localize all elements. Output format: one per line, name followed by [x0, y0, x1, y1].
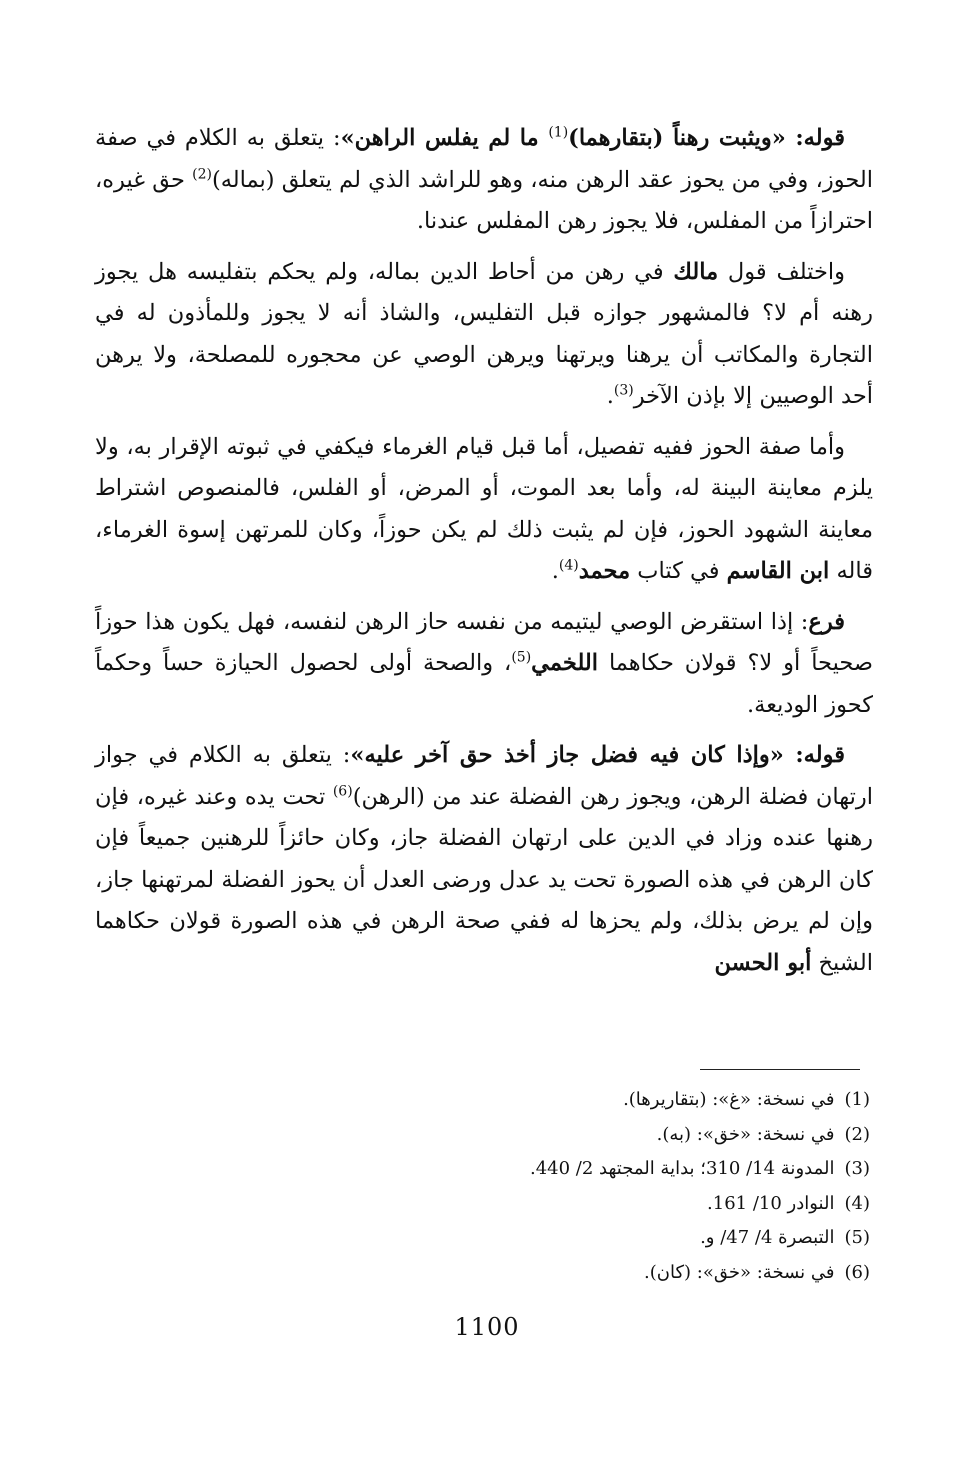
footnote-text: التبصرة 4/ 47/ و.: [700, 1227, 835, 1248]
footnote-number: (3): [844, 1158, 870, 1179]
paragraph-text: في رهن من أحاط الدين بماله، ولم يحكم بتفليسه هل يجوز رهنه أم لا؟ فالمشهور جوازه قبل التفليس، والشاذ أنه لا يجوز وللمأذون له في التجارة والمكاتب أن يرهنا ويرتهنا ويرهن الوصي عن محجوره للمصلحة، ولا يرهن أحد الوصيين إلا بإذن الآخر: [95, 258, 873, 409]
footnote-number: (6): [844, 1261, 870, 1283]
footnote-ref: (2): [192, 166, 212, 182]
footnote-item: [95, 1118, 870, 1153]
quoted-heading: قوله: «ويثبت رهناً (بتقارهما): [568, 125, 845, 151]
paragraph-3: [95, 427, 873, 593]
person-name: ابن القاسم: [726, 558, 830, 584]
footnote-text: في نسخة: «خق»: (كان).: [644, 1261, 835, 1283]
paragraph-text: وأما صفة الحوز ففيه تفصيل، أما قبل قيام الغرماء فيكفي في ثبوته الإقرار به، ولا يلزم معاينة البينة له، وأما بعد الموت، أو المرض، أو الفلس، فالمنصوص اشتراط معاينة الشهود الحوز، فإن لم يثبت ذلك لم يكن حوزاً، وكان للمرتهن إسوة الغرماء، قاله: [95, 433, 873, 584]
footnote-ref: (5): [511, 649, 532, 666]
footnote-ref: (3): [613, 382, 634, 399]
footnote-text: في نسخة: «خق»: (به).: [656, 1123, 835, 1145]
footnote-ref: (1): [548, 124, 569, 141]
person-name: محمد: [578, 558, 631, 584]
paragraph-text: : يتعلق به الكلام في صفة الحوز، وفي من يحوز عقد الرهن منه، وهو للراشد الذي لم يتعلق (بماله): [95, 125, 873, 193]
footnote-number: (5): [844, 1227, 870, 1248]
footnote-ref: (4): [558, 557, 579, 574]
person-name: مالك: [673, 258, 719, 285]
footnote-item: [95, 1083, 870, 1118]
paragraph-4: [95, 602, 873, 727]
page-number: 1100: [454, 1313, 520, 1341]
paragraph-text: في كتاب: [630, 558, 727, 584]
quoted-heading: قوله: «وإذا كان فيه فضل جاز أخذ حق آخر عليه»: [350, 742, 845, 768]
footnote-text: في نسخة: «غ»: (بتقاريرها).: [623, 1089, 835, 1110]
footnote-item: [95, 1187, 870, 1222]
paragraph-text: .: [606, 383, 614, 409]
paragraph-text: .: [551, 558, 559, 584]
footnote-text: المدونة 14/ 310؛ بداية المجتهد 2/ 440.: [529, 1158, 835, 1179]
footnote-number: (4): [844, 1192, 870, 1214]
paragraph-text: ، والصحة أولى لحصول الحيازة حساً وحكماً كحوز الوديعة.: [95, 650, 873, 718]
paragraph-text: : إذا استقرض الوصي ليتيمه من نفسه حاز الرهن لنفسه، فهل يكون هذا حوزاً صحيحاً أو لا؟ قولان حكاهما: [95, 608, 873, 676]
section-label: فرع: [808, 608, 845, 635]
paragraph-1: [95, 118, 873, 243]
paragraph-text: : يتعلق به الكلام في جواز ارتهان فضلة الرهن، ويجوز رهن الفضلة عند من (الرهن): [95, 742, 874, 810]
paragraph-5: [95, 735, 873, 984]
footnote-number: (1): [844, 1089, 870, 1110]
paragraph-text: حق غيره، احترازاً من المفلس، فلا يجوز رهن المفلس عندنا.: [95, 166, 873, 234]
paragraph-2: [95, 252, 873, 418]
footnote-item: [95, 1256, 870, 1291]
paragraph-text: واختلف قول: [718, 258, 845, 285]
person-name: أبو الحسن: [714, 949, 812, 976]
footnote-number: (2): [844, 1123, 870, 1145]
main-text: [95, 118, 873, 993]
footnote-divider: [700, 1069, 860, 1070]
footnote-text: النوادر 10/ 161.: [707, 1192, 835, 1214]
person-name: اللخمي: [531, 650, 599, 676]
footnote-item: [95, 1221, 870, 1256]
footnote-item: [95, 1152, 870, 1187]
quoted-heading-cont: ما لم يفلس الراهن»: [340, 125, 549, 151]
footnotes-list: [95, 1083, 870, 1290]
footnote-ref: (6): [332, 783, 353, 799]
paragraph-text: تحت يده وعند غيره، فإن رهنها عنده وزاد في الدين على ارتهان الفضلة جاز، وكان حائزاً للرهنين جميعاً فإن كان الرهن في هذه الصورة تحت يد عدل ورضى العدل أن يحوز الفضلة لمرتهنها جاز، وإن لم يرض بذلك، ولم يحزها له ففي صحة الرهن في هذه الصورة قولان حكاهما الشيخ: [95, 783, 873, 976]
